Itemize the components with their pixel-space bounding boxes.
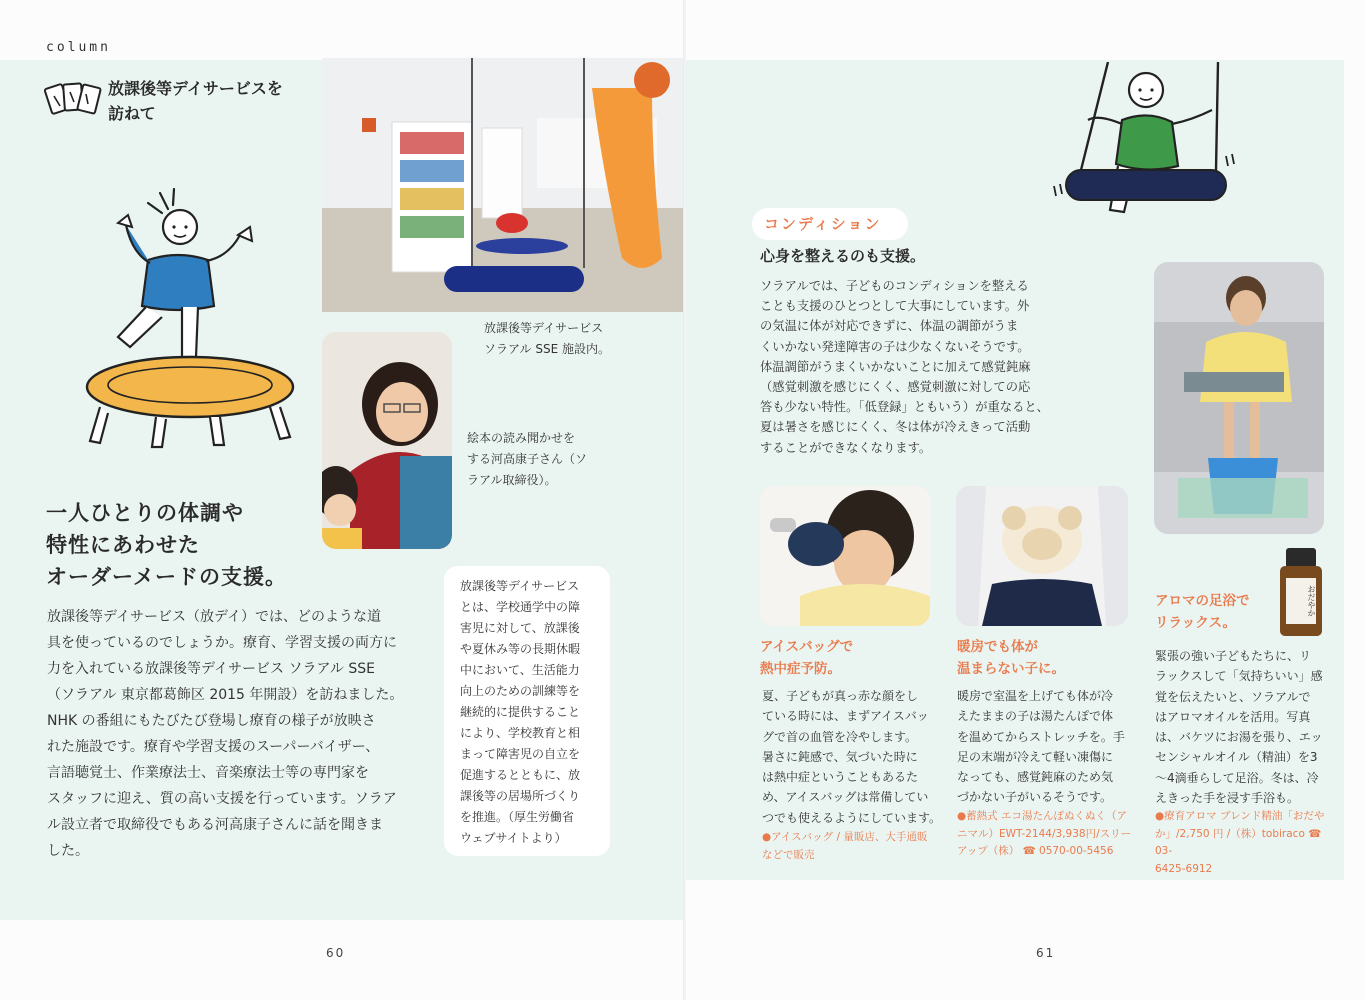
definition-line: 向上のための訓練等を <box>460 684 581 698</box>
definition-line: 促進するとともに、放 <box>460 768 581 782</box>
aroma-line: ～4滴垂らして足浴。冬は、冷 <box>1155 770 1319 785</box>
aroma-heading <box>1155 590 1250 634</box>
condition-line: することができなくなります。 <box>760 440 932 455</box>
right-page <box>686 0 1366 1000</box>
ice-bag-line: グで首の血管を冷やします。 <box>762 729 918 744</box>
intro-line: れた施設です。療育や学習支援のスーパーバイザー、 <box>47 739 380 755</box>
hot-water-product-line2: ニマル）EWT-2144/3,938円/スリー <box>957 827 1132 840</box>
aroma-line: ラックスして「気持ちいい」感 <box>1155 669 1323 684</box>
hot-water-bottle-body <box>957 686 1137 808</box>
headline-line1: 一人ひとりの体調や <box>46 501 244 525</box>
ice-bag-product-line2: などで販売 <box>762 848 815 861</box>
facility-caption-line1: 放課後等デイサービス <box>484 321 604 335</box>
condition-heading: 心身を整えるのも支援。 <box>760 247 926 265</box>
condition-line: くいかない発達障害の子は少なくないそうです。 <box>760 339 1030 354</box>
ice-bag-line: 暑さに鈍感で、気づいた時に <box>762 749 918 764</box>
condition-body-text <box>760 276 1050 458</box>
aroma-line: は、バケツにお湯を張り、エッ <box>1155 730 1323 745</box>
ice-bag-line: は熱中症ということもあるた <box>762 770 919 785</box>
aroma-line: センシャルオイル（精油）を3 <box>1155 750 1318 765</box>
column-title-line1: 放課後等デイサービスを <box>108 79 283 98</box>
hot-water-bottle-heading <box>957 636 1065 680</box>
definition-box <box>444 566 610 856</box>
aroma-product-line3: 6425-6912 <box>1155 862 1213 875</box>
hot-water-heading-line2: 温まらない子に。 <box>957 661 1065 677</box>
column-label: column <box>46 40 111 55</box>
hot-water-line: 足の末端が冷えて軽い凍傷に <box>957 749 1114 764</box>
reading-caption-line2: する河高康子さん（ソ <box>467 452 588 466</box>
aroma-line: 覚を伝えたいと、ソラアルで <box>1155 689 1311 704</box>
hot-water-bottle-photo <box>956 486 1128 626</box>
intro-line: NHK の番組にもたびたび登場し療育の様子が放映さ <box>47 713 376 729</box>
condition-line: 夏は暑さを感じにくく、冬は体が冷えきって活動 <box>760 420 1031 435</box>
ice-bag-heading-line1: アイスバッグで <box>760 639 854 655</box>
definition-line: 課後等の居場所づくり <box>460 789 581 803</box>
aroma-line: えきった手を浸す手浴も。 <box>1155 791 1300 806</box>
definition-line: 継続的に提供すること <box>460 705 581 719</box>
column-title-line2: 訪ねて <box>108 104 156 123</box>
ice-bag-line: ている時には、まずアイスバッ <box>762 709 929 724</box>
intro-line: スタッフに迎え、質の高い支援を行っています。ソラア <box>47 791 397 807</box>
ice-bag-product-line1: ●アイスバッグ / 量販店、大手通販 <box>762 831 928 843</box>
ice-bag-product-info <box>762 829 947 864</box>
column-title <box>108 76 318 126</box>
aroma-heading-line1: アロマの足浴で <box>1155 593 1250 609</box>
page-number-right: 61 <box>1036 946 1056 960</box>
condition-line: 体温調節がうまくいかないことに加えて感覚鈍麻 <box>760 359 1031 374</box>
hot-water-heading-line1: 暖房でも体が <box>957 639 1038 655</box>
hot-water-line: づかない子がいるそうです。 <box>957 790 1113 805</box>
ice-bag-line: つでも使えるようにしています。 <box>762 810 942 825</box>
aroma-line: はアロマオイルを活用。写真 <box>1155 709 1311 724</box>
definition-line: により、学校教育と相 <box>460 726 581 740</box>
definition-line: を推進。（厚生労働省 <box>460 810 575 824</box>
aroma-oil-bottle <box>1280 548 1322 636</box>
aroma-product-line1: ●療育アロマ ブレンド精油「おだや <box>1155 810 1325 822</box>
definition-line: 放課後等デイサービス <box>460 579 580 593</box>
foot-bath-photo <box>1154 262 1324 534</box>
aroma-product-info <box>1155 808 1340 878</box>
hot-water-line: なっても、感覚鈍麻のため気 <box>957 770 1114 785</box>
condition-label: コンディション <box>752 208 908 240</box>
headline-line2: 特性にあわせた <box>46 533 200 557</box>
intro-line: 力を入れている放課後等デイサービス ソラアル SSE <box>47 661 375 677</box>
ice-bag-heading-line2: 熱中症予防。 <box>760 661 841 677</box>
facility-caption-line2: ソラアル SSE 施設内。 <box>484 342 610 356</box>
aroma-heading-line2: リラックス。 <box>1155 615 1236 631</box>
hot-water-line: えたままの子は湯たんぽで体 <box>957 709 1114 724</box>
aroma-bottle-label: おだやか <box>1286 578 1316 624</box>
reading-photo-caption <box>467 428 587 491</box>
condition-line: の気温に体が対応できずに、体温の調節がうま <box>760 319 1019 334</box>
reading-caption-line3: ラアル取締役）。 <box>467 473 557 487</box>
swing-child-illustration <box>1048 62 1238 231</box>
condition-line: ことも支援のひとつとして大事にしています。外 <box>760 299 1030 314</box>
intro-line: 具を使っているのでしょうか。療育、学習支援の両方に <box>47 635 397 651</box>
intro-line: ル設立者で取締役でもある河高康子さんに話を聞きま <box>47 817 383 833</box>
facility-photo-caption <box>484 318 610 360</box>
hot-water-product-line3: アップ（株） ☎ 0570-00-5456 <box>957 845 1114 857</box>
intro-line: 言語聴覚士、作業療法士、音楽療法士等の専門家を <box>47 765 369 781</box>
definition-line: 中において、生活能力 <box>460 663 580 677</box>
ice-bag-photo <box>760 486 930 626</box>
reading-caption-line1: 絵本の読み聞かせを <box>467 431 576 445</box>
intro-body-text <box>47 604 427 864</box>
hot-water-product-line1: ●蓄熱式 エコ湯たんぽぬくぬく（ア <box>957 810 1127 822</box>
definition-line: や夏休み等の長期休暇 <box>460 642 581 656</box>
aroma-body <box>1155 646 1335 808</box>
intro-line: 放課後等デイサービス（放デイ）では、どのような道 <box>47 609 382 625</box>
aroma-product-line2: か」/2,750 円 /（株）tobiraco ☎ 03- <box>1155 827 1322 857</box>
condition-line: 答も少ない特性。「低登録」ともいう）が重なると、 <box>760 400 1049 415</box>
hot-water-line: を温めてからストレッチを。手 <box>957 729 1125 744</box>
cards-icon <box>44 78 102 126</box>
headline <box>46 497 346 593</box>
page-number-left: 60 <box>326 946 346 960</box>
definition-line: ウェブサイトより） <box>460 831 567 845</box>
ice-bag-body <box>762 686 942 828</box>
intro-line: した。 <box>47 843 89 859</box>
aroma-line: 緊張の強い子どもたちに、リ <box>1155 649 1312 663</box>
ice-bag-line: 夏、子どもが真っ赤な顔をし <box>762 689 919 703</box>
hot-water-line: 暖房で室温を上げても体が冷 <box>957 689 1114 703</box>
trampoline-child-illustration <box>70 185 300 459</box>
definition-line: 害児に対して、放課後 <box>460 621 580 635</box>
condition-line: ソラアルでは、子どものコンディションを整える <box>760 279 1029 293</box>
definition-line: とは、学校通学中の障 <box>460 600 581 614</box>
ice-bag-heading <box>760 636 853 680</box>
hot-water-bottle-product-info <box>957 808 1142 861</box>
ice-bag-line: め、アイスバッグは常備してい <box>762 790 929 805</box>
facility-photo <box>322 58 684 312</box>
definition-line: まって障害児の自立を <box>460 747 581 761</box>
condition-line: （感覚刺激を感じにくく、感覚刺激に対しての応 <box>760 380 1031 395</box>
headline-line3: オーダーメードの支援。 <box>46 565 287 589</box>
intro-line: （ソラアル 東京都葛飾区 2015 年開設）を訪ねました。 <box>47 687 404 703</box>
